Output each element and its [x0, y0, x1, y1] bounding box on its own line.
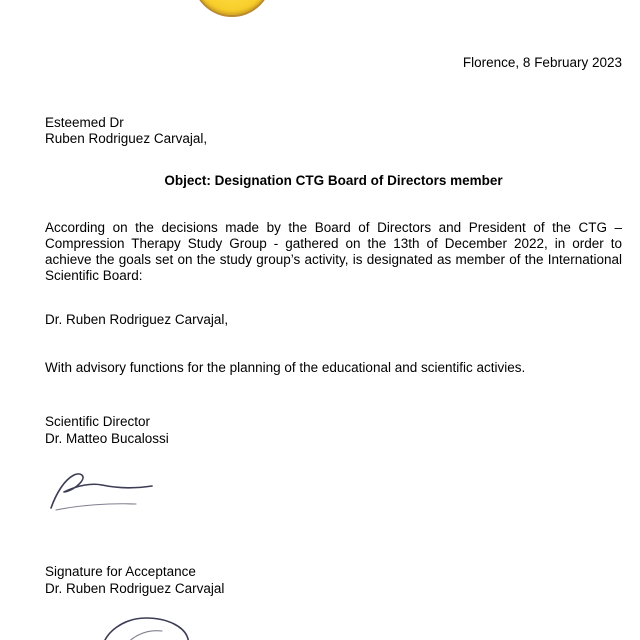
signer-title: Scientific Director [45, 414, 151, 429]
signer-name: Dr. Matteo Bucalossi [45, 431, 169, 446]
director-signature-image [48, 468, 158, 513]
acceptance-name: Dr. Ruben Rodriguez Carvajal [45, 581, 225, 596]
salutation-line2: Ruben Rodriguez Carvajal, [45, 131, 208, 146]
acceptance-block [45, 563, 224, 597]
date-line: Florence, 8 February 2023 [462, 55, 622, 70]
salutation-block [45, 115, 207, 147]
body-paragraph: According on the decisions made by the Board of Directors and President of the CTG – Compression Therapy Study Group - gathered on the 13th of December 2022, in order to achieve the goals set on the study group’s activity, is designated as member of the International Scientific Board: [45, 220, 622, 283]
subject-line: Object: Designation CTG Board of Directors member [164, 173, 503, 188]
scientific-director-block [45, 413, 169, 447]
acceptance-signature-partial-image [82, 610, 197, 640]
ctg-logo-partial-icon [192, 0, 272, 17]
acceptance-title: Signature for Acceptance [45, 564, 196, 579]
designee-name: Dr. Ruben Rodriguez Carvajal, [45, 312, 229, 327]
salutation-line1: Esteemed Dr [45, 115, 124, 130]
advisory-line: With advisory functions for the planning of the educational and scientific activies. [45, 360, 526, 375]
